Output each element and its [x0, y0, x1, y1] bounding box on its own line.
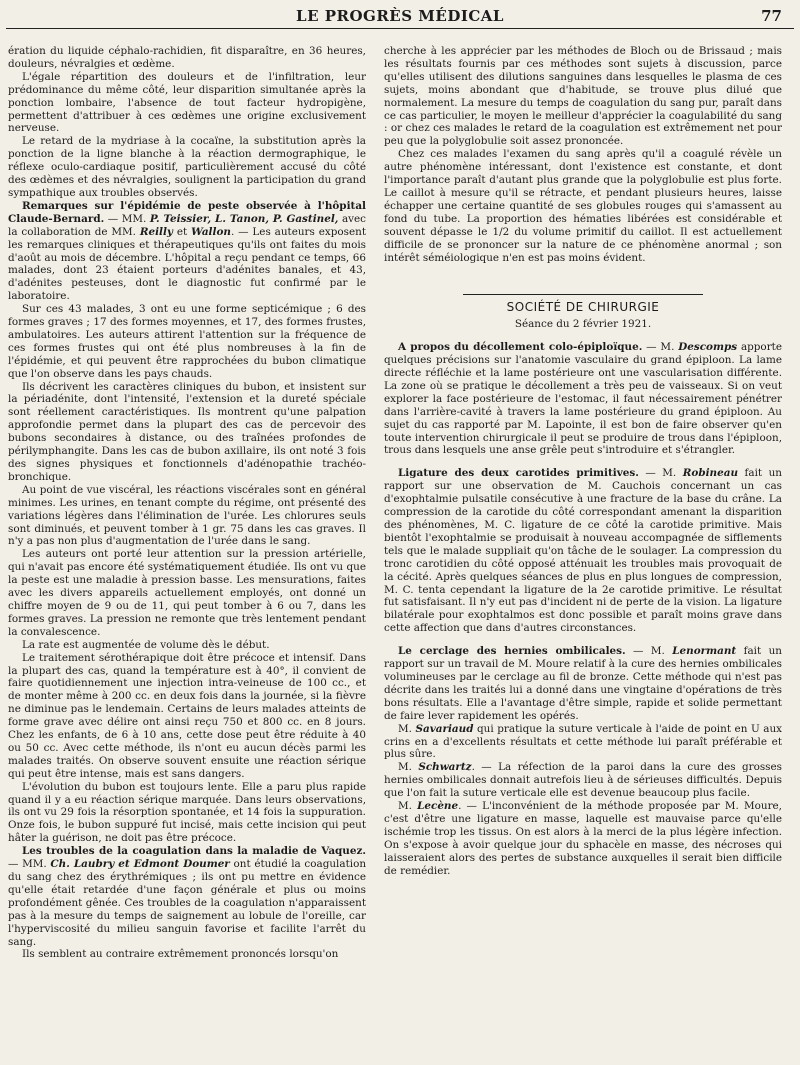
paragraph: Au point de vue viscéral, les réactions viscérales sont en général minimes. Les urines, en tenant compte du régime, ont présenté des variations légères dans l'élimination de l'urée. Les chlorures seuls sont diminués, et peuvent tomber à 1 gr. 75 dans les cas graves. Il n'y a pas non plus d'augmentation de l'urée dans le sang. [8, 483, 366, 548]
author-names: P. Teissier, L. Tanon, P. Gastinel, [149, 212, 339, 225]
paragraph: Le retard de la mydriase à la cocaïne, la substitution après la ponction de la ligne blanche à la réaction dermographique, le réflexe oculo-cardiaque positif, particulièrement accusé du côté des œdèmes et des névralgies, soulignent la participation du grand sympathique aux troubles observés. [8, 135, 366, 199]
article-colo-epiploique [384, 341, 782, 457]
discussion-schwartz [384, 761, 782, 800]
author-name: Savariaud [415, 722, 474, 735]
author-name: Robineau [682, 467, 738, 480]
text-fragment: fait un rapport sur un travail de M. Moure relatif à la cure des hernies ombilicales volumineuses par le cerclage au fil de bronze. Cette méthode qui n'est pas décrite dans les traités lui a donné dans une vingtaine d'opérations de très bons résultats. Elle a l'avantage d'être simple, rapide et solide permettant de faire lever rapidement les opérés. [384, 645, 782, 722]
page-number: 77 [761, 7, 782, 25]
discussion-savariaud [384, 723, 782, 762]
spacer [384, 635, 782, 645]
text-fragment: — MM. [8, 858, 51, 871]
text-fragment: M. [398, 761, 419, 774]
article-title: Remarques sur l'épidémie de peste observée à l'hôpital Claude-Bernard. [8, 199, 366, 225]
text-fragment: — M. [625, 645, 673, 658]
author-name: Schwartz [418, 761, 472, 774]
section-title: SOCIÉTÉ DE CHIRURGIE [506, 300, 660, 315]
discussion-lecene [384, 800, 782, 877]
paragraph: L'évolution du bubon est toujours lente. Elle a paru plus rapide quand il y a eu réaction sérique marquée. Dans leurs observations, ils ont vu 29 fois la résorption spontanée, et 14 fois la suppuration. Onze fois, le bubon suppuré fut incisé, mais cette incision qui peut hâter la guérison, ne doit pas être précoce. [8, 780, 366, 845]
author-names: Ch. Laubry et Edmont Doumer [50, 858, 230, 871]
text-fragment: . — Les auteurs exposent les remarques cliniques et thérapeutiques qu'ils ont faites du mois d'août au mois de décembre. L'hôpital a reçu pendant ce temps, 66 malades, dont 23 étaient porteurs d'adénites banales, et 43, d'adénites pesteuses, dont le diagnostic fut confirmé par le laboratoire. [8, 225, 366, 303]
left-column [8, 45, 366, 1060]
text-fragment: fait un rapport sur une observation de M. Cauchois concernant un cas d'exophtalmie pulsatile consécutive à une fracture de la base du crâne. La compression de la carotide du côté correspondant amenant la disparition des phénomènes, M. C. ligature de ce côté la carotide primitive. Mais bientôt l'exophtalmie se produisait à nouveau accompagnée de sifflements tels que le malade suppliait qu'on tâche de le soulager. La compression du tronc carotidien du côté opposé atténuait les troubles mais provoquait de la cécité. Après quelques séances de plus en plus longues de compression, M. C. tenta cependant la ligature de la 2e carotide primitive. Le résultat fut satisfaisant. Il n'y eut pas d'incident ni de perte de la vision. La ligature bilatérale pour exophtalmos est donc possible et paraît moins grave dans cette affection que dans d'autres circonstances. [384, 467, 782, 635]
text-fragment: — M. [638, 467, 683, 480]
paragraph: Ils semblent au contraire extrêmement prononcés lorsqu'on [22, 948, 339, 961]
author-name: Lecène [417, 800, 459, 813]
spacer [384, 457, 782, 467]
session-date: Séance du 2 février 1921. [514, 318, 652, 331]
page-header [6, 4, 794, 29]
article-hernies [384, 645, 782, 722]
paragraph: Chez ces malades l'examen du sang après qu'il a coagulé révèle un autre phénomène intéressant, dont l'existence est constante, et dont l'importance paraît d'autant plus grande que la polyglobulie est plus forte. Le caillot à mesure qu'il se rétracte, et pendant plusieurs heures, laisse échapper une certaine quantité de ses globules rouges qui s'amassent au fond du tube. La proportion des hématies libérées est considérable et souvent dépasse le 1/2 du volume primitif du caillot. Il est actuellement difficile de se prononcer sur la nature de ce phénomène anormal ; son intérêt séméiologique n'en est pas moins évident. [384, 148, 782, 264]
text-fragment: apporte quelques précisions sur l'anatomie vasculaire du grand épiploon. La lame directe réfléchie et la lame postérieure ont une vascularisation différente. La zone où se pratique le décollement a très peu de vaisseaux. Si on veut explorer la face postérieure de l'estomac, il faut nécessairement pénétrer dans l'arrière-cavité à travers la lame postérieure du grand épiploon. Au sujet du cas rapporté par M. Lapointe, il est bon de faire observer qu'en toute intervention chirurgicale il peut se produire de trous dans l'épiploon, trous dans lesquels une anse grêle peut s'introduire et s'étrangler. [384, 341, 782, 457]
article-vaquez [8, 845, 366, 948]
paragraph: L'égale répartition des douleurs et de l'infiltration, leur prédominance du même côté, leur disparition simultanée après la ponction lombaire, l'absence de tout facteur hydropigène, permettent d'attribuer à ces œdèmes une origine exclusivement nerveuse. [8, 70, 366, 135]
text-fragment: et [172, 225, 192, 238]
text-fragment: M. [398, 800, 418, 813]
article-title: Le cerclage des hernies ombilicales. [398, 645, 626, 658]
article-title: Ligature des deux carotides primitives. [398, 467, 639, 480]
text-fragment: — M. [642, 341, 679, 354]
article-carotides [384, 467, 782, 635]
journal-title: LE PROGRÈS MÉDICAL [296, 7, 504, 25]
author-name: Wallon [191, 225, 231, 238]
text-fragment: ont étudié la coagulation du sang chez des érythrémiques ; ils ont pu mettre en évidence qu'elle était retardée d'une façon générale et plus ou moins profondément gênée. Ces troubles de la coagulation n'apparaissent pas à la mesure du temps de saignement au lobule de l'oreille, car l'hyperviscosité du milieu sanguin favorise et facilite l'arrêt du sang. [8, 858, 366, 948]
section-header [384, 294, 782, 314]
paragraph: Sur ces 43 malades, 3 ont eu une forme septicémique ; 6 des formes graves ; 17 des formes moyennes, et 17, des formes frustes, ambulatoires. Les auteurs attirent l'attention sur la fréquence de ces formes frustes qui ont été plus nombreuses à la fin de l'épidémie, et qui peuvent être rapprochées du bubon climatique que l'on observe dans les pays chauds. [8, 303, 366, 380]
paragraph: ération du liquide céphalo-rachidien, fit disparaître, en 36 heures, douleurs, névralgies et œdème. [8, 45, 366, 70]
article-title: Les troubles de la coagulation dans la maladie de Vaquez. [22, 845, 366, 858]
right-column [384, 45, 782, 1060]
text-fragment: avec la collaboration de MM. [8, 212, 366, 238]
text-fragment: . — La réfection de la paroi dans la cure des grosses hernies ombilicales donnait autrefois lieu à de sérieuses difficultés. Depuis que l'on fait la suture verticale elle est devenue beaucoup plus facile. [384, 761, 782, 800]
text-fragment: — MM. [104, 212, 150, 225]
article-title: A propos du décollement colo-épiploïque. [398, 341, 643, 354]
text-fragment: . — L'inconvénient de la méthode proposée par M. Moure, c'est d'être une ligature en masse, laquelle est mauvaise parce qu'elle ischémie trop les tissus. On est alors à la merci de la plus légère infection. On s'expose à avoir quelque jour du sphacèle en masse, des nécroses qui laisseraient alors des pertes de substance auxquelles il serait bien difficile de remédier. [384, 800, 782, 877]
paragraph: La rate est augmentée de volume dès le début. [22, 638, 270, 651]
section-rule [463, 294, 703, 295]
author-name: Reilly [139, 225, 173, 238]
author-name: Descomps [678, 341, 738, 354]
paragraph: Les auteurs ont porté leur attention sur la pression artérielle, qui n'avait pas encore été systématiquement étudiée. Ils ont vu que la peste est une maladie à pression basse. Les mensurations, faites avec les divers appareils actuellement employés, ont donné un chiffre moyen de 9 ou de 11, qui peut tomber à 6 ou 7, dans les formes graves. La pression ne remonte que très lentement pendant la convalescence. [8, 548, 366, 638]
text-fragment: M. [398, 722, 416, 735]
text-fragment: qui pratique la suture verticale à l'aide de point en U aux crins en a d'excellents résultats et cette méthode lui paraît préférable et plus sûre. [384, 722, 782, 761]
author-name: Lenormant [672, 645, 737, 658]
paragraph: Le traitement sérothérapique doit être précoce et intensif. Dans la plupart des cas, quand la température est à 40°, il convient de faire quotidiennement une injection intra-veineuse de 100 cc., et de monter même à 200 cc. en deux fois dans la journée, si la fièvre ne diminue pas le lendemain. Certains de leurs malades atteints de forme grave avec délire ont ainsi reçu 750 et 800 cc. en 8 jours. Chez les enfants, de 6 à 10 ans, cette dose peut être réduite à 40 ou 50 cc. Avec cette méthode, ils n'ont eu aucun décès parmi les malades traités. On observe souvent ensuite une réaction sérique qui peut être intense, mais est sans dangers. [8, 651, 366, 780]
article-plague [8, 200, 366, 303]
paragraph: cherche à les apprécier par les méthodes de Bloch ou de Brissaud ; mais les résultats fournis par ces méthodes sont sujets à discussion, parce qu'elles utilisent des dilutions sanguines dans lesquelles le plasma de ces sujets, moins abondant que d'habitude, se trouve plus dilué que normalement. La mesure du temps de coagulation du sang pur, paraît dans ce cas particulier, le moyen le meilleur d'apprécier la coagulabilité du sang : or chez ces malades le retard de la coagulation est extrêmement net pour peu que la polyglobulie soit assez prononcée. [384, 45, 782, 148]
paragraph: Ils décrivent les caractères cliniques du bubon, et insistent sur la périadénite, dont l'intensité, l'extension et la dureté spéciale sont réellement caractéristiques. Ils montrent qu'une palpation approfondie permet dans la plupart des cas de percevoir des bubons secondaires à distance, ou des traînées profondes de périlymphangite. Dans les cas de bubon axillaire, ils ont noté 3 fois des signes physiques et fonctionnels d'adénopathie trachéo-bronchique. [8, 380, 366, 483]
